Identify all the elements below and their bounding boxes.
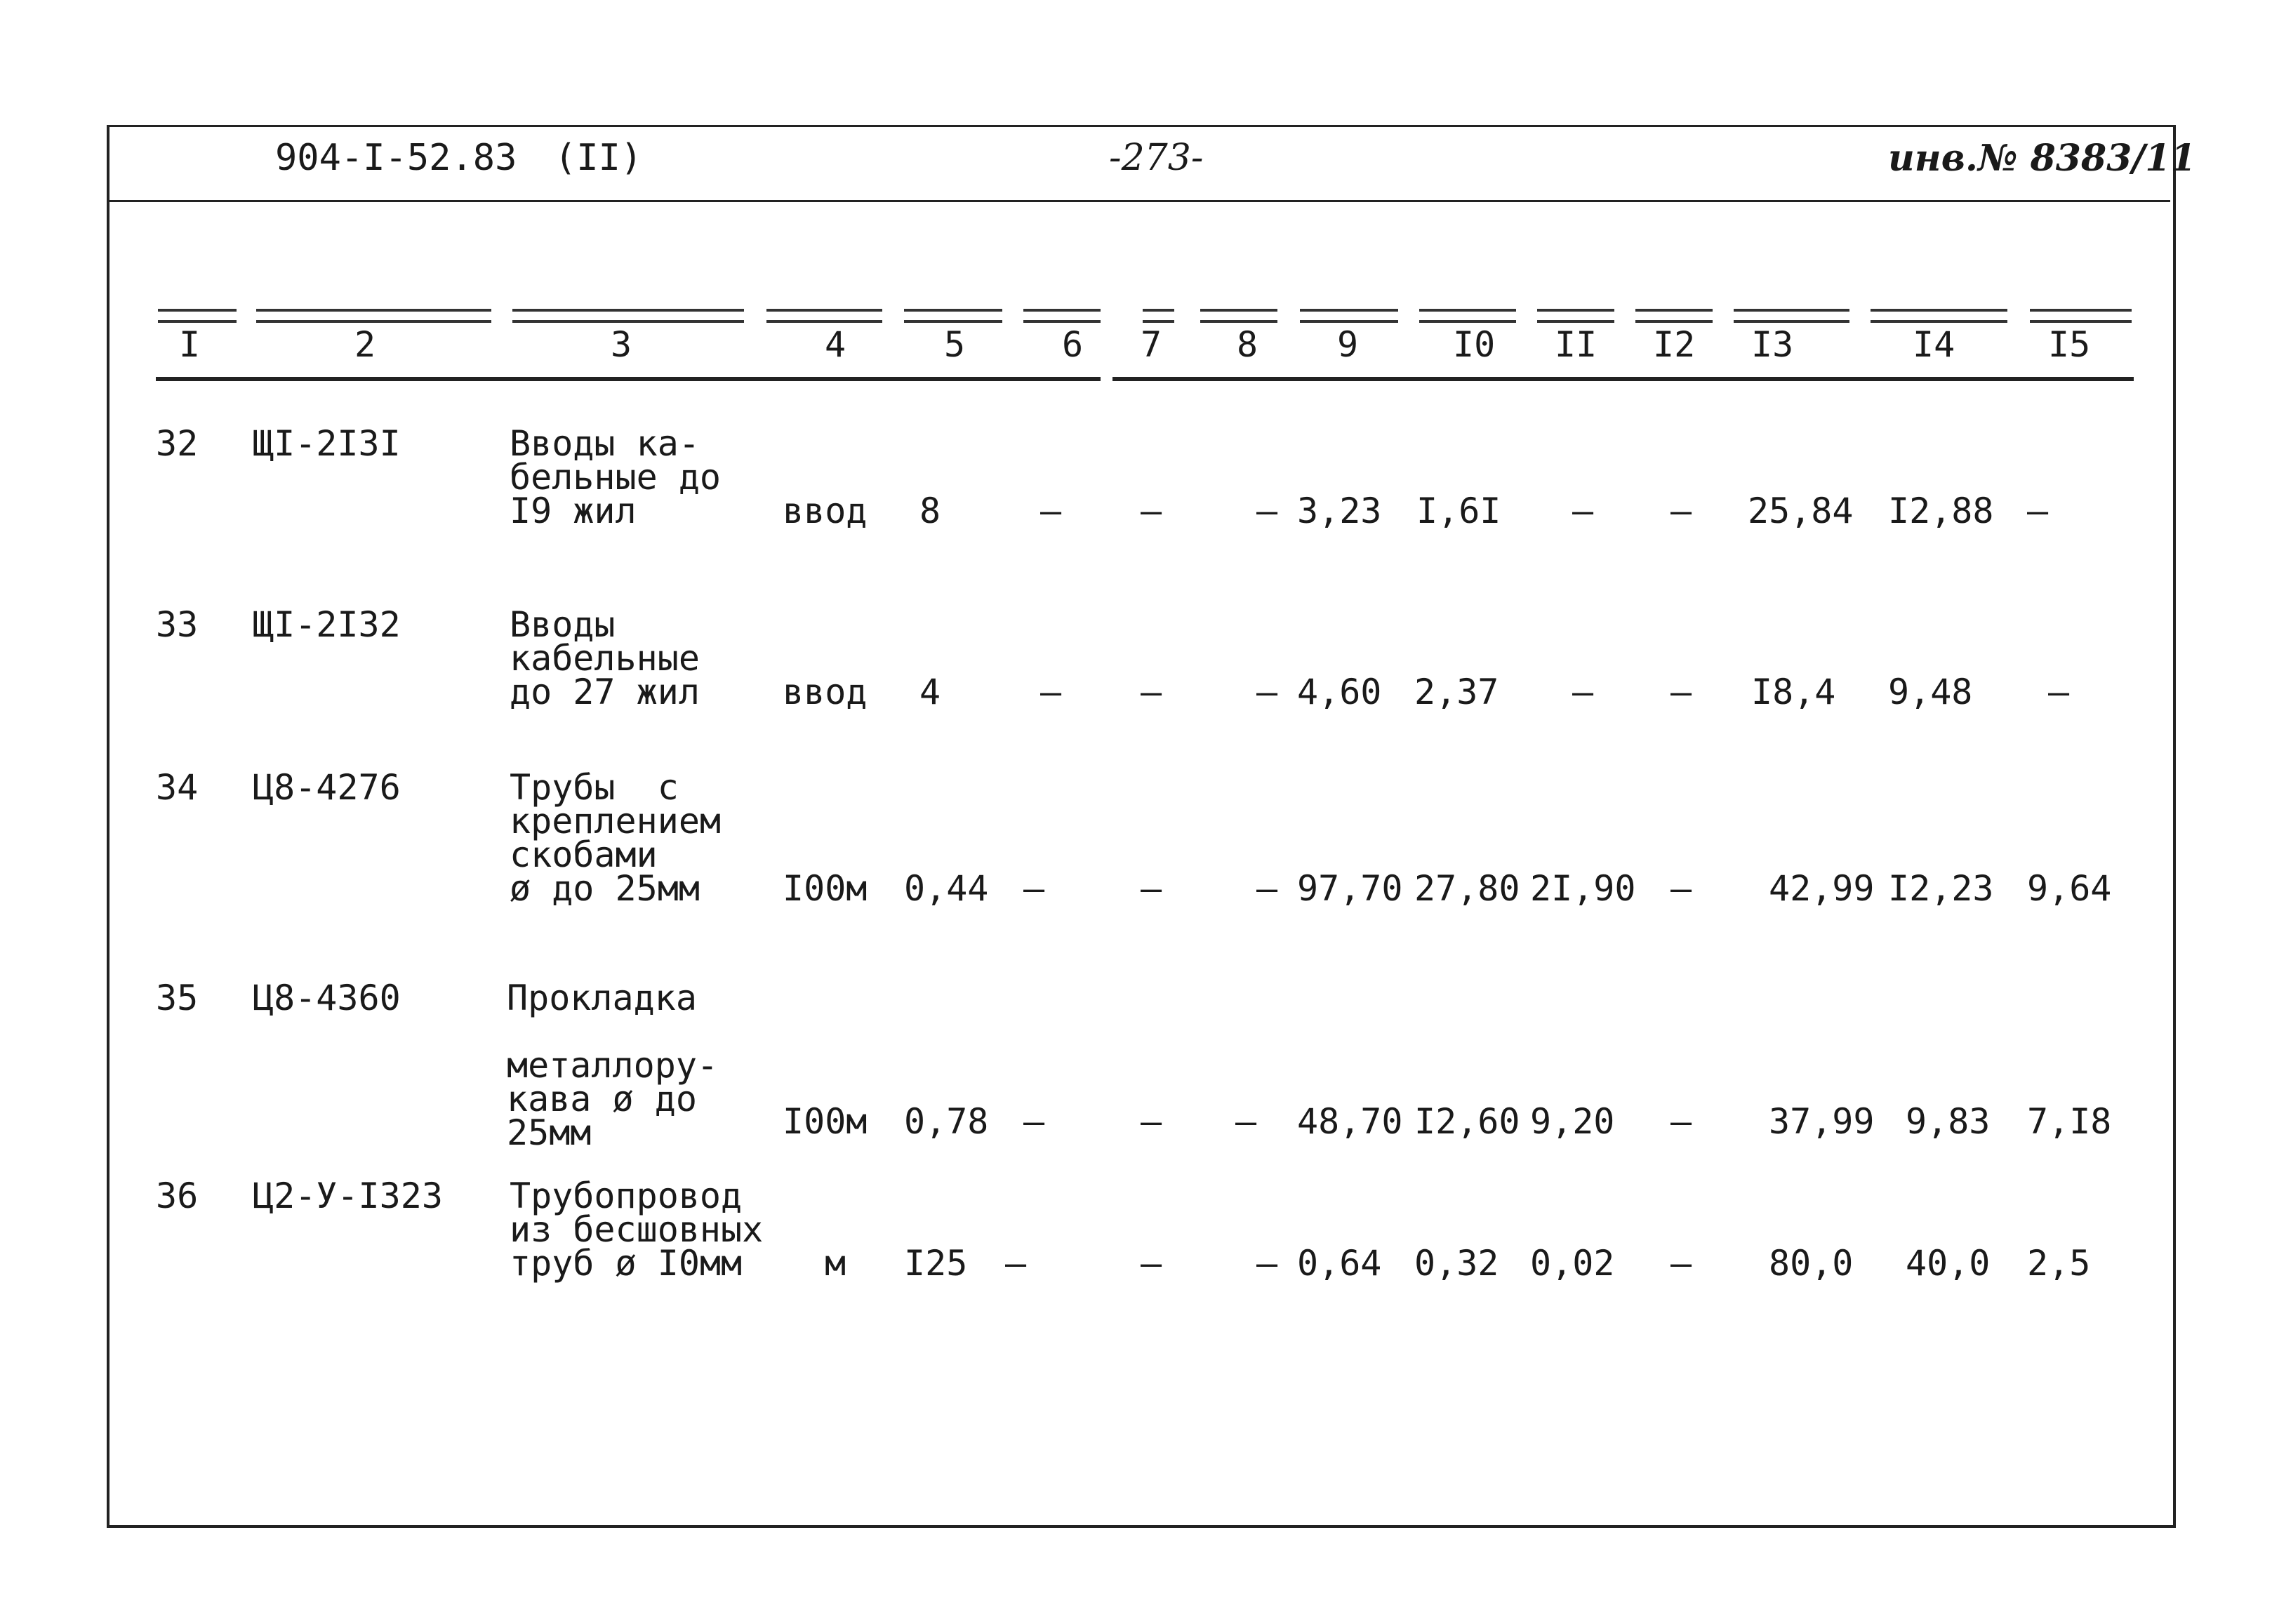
row-code: Ц8-4360 [253,978,401,1018]
row-col8: – [1256,491,1278,531]
row-col8: – [1256,1243,1278,1284]
row-col6: – [1040,672,1062,712]
row-code: ЩI-2I3I [253,423,401,464]
row-unit: I00м [783,868,868,909]
row-col7: – [1141,1101,1162,1142]
page-number: -273- [1109,137,1204,179]
row-col8: – [1235,1101,1257,1142]
row-col12: – [1670,672,1692,712]
row-description: Трубопровод из бесшовных труб ø I0мм [510,1176,764,1284]
row-unit: ввод [783,491,868,531]
column-number: 9 [1337,324,1359,365]
row-number: 36 [156,1176,199,1216]
row-description: Вводы ка- бельные до I9 жил [510,423,722,531]
row-col14: I2,88 [1888,491,1994,531]
row-col5: 0,78 [904,1101,989,1142]
column-number: I5 [2048,324,2091,365]
row-number: 33 [156,604,199,645]
column-number: I3 [1751,324,1794,365]
row-col10: I,6I [1416,491,1501,531]
column-number: I4 [1913,324,1955,365]
row-number: 32 [156,423,199,464]
row-col9: 0,64 [1297,1243,1382,1284]
row-col12: – [1670,868,1692,909]
row-col13: 25,84 [1748,491,1854,531]
column-number: I0 [1453,324,1496,365]
row-col5: I25 [904,1243,968,1284]
column-number: 4 [825,324,846,365]
row-col15: 9,64 [2027,868,2112,909]
table-header-rule [156,377,1101,381]
row-col11: 9,20 [1530,1101,1615,1142]
row-col9: 48,70 [1297,1101,1403,1142]
row-description: Прокладка металлору- кава ø до 25мм [507,978,719,1153]
row-number: 35 [156,978,199,1018]
row-col15: 2,5 [2027,1243,2091,1284]
column-number: II [1555,324,1597,365]
row-col10: I2,60 [1414,1101,1520,1142]
column-number: I2 [1653,324,1696,365]
row-col7: – [1141,868,1162,909]
document-part: (II) [554,137,643,179]
row-col14: I2,23 [1888,868,1994,909]
row-unit: I00м [783,1101,868,1142]
page-frame-bottom [107,1525,2176,1528]
inventory-number: инв.№ 8383/11 [1888,137,2196,180]
row-col13: I8,4 [1751,672,1836,712]
row-col7: – [1141,672,1162,712]
header-rule [107,200,2170,202]
column-number: 5 [944,324,966,365]
table-header-rule [1112,377,2134,381]
row-col12: – [1670,1243,1692,1284]
row-col7: – [1141,491,1162,531]
row-col15: – [2027,491,2049,531]
row-code: Ц2-У-I323 [253,1176,443,1216]
row-col14: 9,48 [1888,672,1973,712]
column-number: 3 [611,324,632,365]
row-col12: – [1670,491,1692,531]
row-col5: 4 [919,672,941,712]
row-col11: – [1572,491,1594,531]
row-number: 34 [156,767,199,808]
row-col10: 27,80 [1414,868,1520,909]
row-col14: 9,83 [1906,1101,1991,1142]
column-number: 2 [354,324,376,365]
row-col15: – [2048,672,2070,712]
row-col12: – [1670,1101,1692,1142]
row-col9: 97,70 [1297,868,1403,909]
row-col14: 40,0 [1906,1243,1991,1284]
row-col11: 2I,90 [1530,868,1636,909]
row-col8: – [1256,672,1278,712]
row-code: ЩI-2I32 [253,604,401,645]
row-col11: 0,02 [1530,1243,1615,1284]
document-code: 904-I-52.83 [275,137,517,179]
row-code: Ц8-4276 [253,767,401,808]
row-description: Вводы кабельные до 27 жил [510,604,700,712]
column-number: 6 [1062,324,1084,365]
row-col13: 80,0 [1769,1243,1854,1284]
row-unit: м [825,1243,846,1284]
row-col5: 8 [919,491,941,531]
column-number: 7 [1141,324,1162,365]
row-col9: 3,23 [1297,491,1382,531]
row-col10: 2,37 [1414,672,1499,712]
row-col8: – [1256,868,1278,909]
row-col5: 0,44 [904,868,989,909]
row-col6: – [1023,868,1045,909]
row-col15: 7,I8 [2027,1101,2112,1142]
row-col9: 4,60 [1297,672,1382,712]
row-col6: – [1023,1101,1045,1142]
row-description: Трубы с креплением скобами ø до 25мм [510,767,722,909]
column-number: 8 [1237,324,1258,365]
column-number: I [179,324,201,365]
row-unit: ввод [783,672,868,712]
row-col6: – [1005,1243,1027,1284]
row-col13: 37,99 [1769,1101,1875,1142]
row-col11: – [1572,672,1594,712]
row-col7: – [1141,1243,1162,1284]
row-col6: – [1040,491,1062,531]
row-col10: 0,32 [1414,1243,1499,1284]
row-col13: 42,99 [1769,868,1875,909]
